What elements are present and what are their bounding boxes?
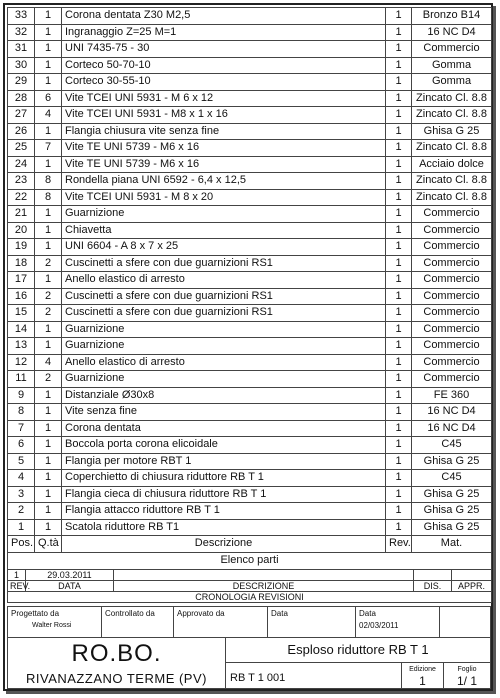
label-data: DATA xyxy=(26,581,114,592)
part-material: 16 NC D4 xyxy=(412,420,492,437)
label-appr: APPR. xyxy=(452,581,492,592)
parts-list-body xyxy=(8,8,492,536)
parts-row xyxy=(8,24,492,41)
parts-row xyxy=(8,453,492,470)
signatures-row xyxy=(8,607,490,638)
parts-row xyxy=(8,173,492,190)
sheet-cell xyxy=(444,663,490,689)
parts-row xyxy=(8,222,492,239)
part-qty: 1 xyxy=(35,8,62,25)
part-rev: 1 xyxy=(386,288,412,305)
part-pos: 28 xyxy=(8,90,35,107)
header-description: Descrizione xyxy=(62,536,386,553)
parts-row xyxy=(8,288,492,305)
part-qty: 4 xyxy=(35,354,62,371)
part-material: Commercio xyxy=(412,354,492,371)
part-material: Commercio xyxy=(412,371,492,388)
drawing-title: Esploso riduttore RB T 1 xyxy=(226,637,490,663)
part-rev: 1 xyxy=(386,371,412,388)
part-description: Flangia per motore RBT 1 xyxy=(62,453,386,470)
parts-row xyxy=(8,338,492,355)
parts-row xyxy=(8,470,492,487)
company-name: RO.BO. xyxy=(71,640,162,667)
part-description: Distanziale Ø30x8 xyxy=(62,387,386,404)
part-qty: 1 xyxy=(35,486,62,503)
edition-label: Edizione xyxy=(409,666,436,673)
edition-value: 1 xyxy=(419,674,426,688)
revision-number: 1 xyxy=(8,570,26,581)
part-rev: 1 xyxy=(386,206,412,223)
label-descrizione: DESCRIZIONE xyxy=(114,581,414,592)
parts-row xyxy=(8,321,492,338)
part-material: Zincato Cl. 8.8 xyxy=(412,173,492,190)
part-rev: 1 xyxy=(386,140,412,157)
part-description: Vite TCEI UNI 5931 - M 6 x 12 xyxy=(62,90,386,107)
part-qty: 1 xyxy=(35,206,62,223)
part-pos: 14 xyxy=(8,321,35,338)
part-description: Guarnizione xyxy=(62,321,386,338)
part-qty: 1 xyxy=(35,321,62,338)
part-qty: 1 xyxy=(35,156,62,173)
part-pos: 22 xyxy=(8,189,35,206)
part-material: Bronzo B14 xyxy=(412,8,492,25)
part-description: UNI 7435-75 - 30 xyxy=(62,41,386,58)
part-pos: 33 xyxy=(8,8,35,25)
parts-row xyxy=(8,123,492,140)
part-qty: 1 xyxy=(35,239,62,256)
part-qty: 1 xyxy=(35,338,62,355)
part-material: Commercio xyxy=(412,288,492,305)
parts-header-row xyxy=(8,536,492,553)
revision-row xyxy=(8,570,492,581)
part-description: Ingranaggio Z=25 M=1 xyxy=(62,24,386,41)
part-pos: 8 xyxy=(8,404,35,421)
parts-row xyxy=(8,8,492,25)
drawing-code: RB T 1 001 xyxy=(226,663,402,689)
parts-row xyxy=(8,57,492,74)
parts-row xyxy=(8,404,492,421)
date-cell-2 xyxy=(356,607,440,637)
part-description: Cuscinetti a sfere con due guarnizioni RS1 xyxy=(62,255,386,272)
part-material: Zincato Cl. 8.8 xyxy=(412,90,492,107)
part-qty: 7 xyxy=(35,140,62,157)
part-rev: 1 xyxy=(386,156,412,173)
part-material: Ghisa G 25 xyxy=(412,123,492,140)
part-rev: 1 xyxy=(386,470,412,487)
part-material: Commercio xyxy=(412,206,492,223)
part-qty: 1 xyxy=(35,387,62,404)
revision-caption: CRONOLOGIA REVISIONI xyxy=(8,592,492,603)
part-material: Commercio xyxy=(412,239,492,256)
part-material: Commercio xyxy=(412,305,492,322)
part-description: Flangia chiusura vite senza fine xyxy=(62,123,386,140)
part-pos: 3 xyxy=(8,486,35,503)
part-rev: 1 xyxy=(386,404,412,421)
revision-history xyxy=(7,569,491,603)
part-qty: 6 xyxy=(35,90,62,107)
revision-date: 29.03.2011 xyxy=(26,570,114,581)
part-pos: 20 xyxy=(8,222,35,239)
part-qty: 2 xyxy=(35,255,62,272)
part-qty: 1 xyxy=(35,420,62,437)
part-description: Boccola porta corona elicoidale xyxy=(62,437,386,454)
part-description: Corona dentata xyxy=(62,420,386,437)
part-rev: 1 xyxy=(386,437,412,454)
part-description: Vite TCEI UNI 5931 - M8 x 1 x 16 xyxy=(62,107,386,124)
part-qty: 4 xyxy=(35,107,62,124)
parts-row xyxy=(8,255,492,272)
part-material: Ghisa G 25 xyxy=(412,486,492,503)
company-block xyxy=(8,637,226,689)
part-qty: 1 xyxy=(35,41,62,58)
part-qty: 1 xyxy=(35,74,62,91)
revision-label-row xyxy=(8,581,492,592)
part-description: Guarnizione xyxy=(62,371,386,388)
part-pos: 30 xyxy=(8,57,35,74)
drawn-by-cell xyxy=(8,607,102,637)
part-rev: 1 xyxy=(386,503,412,520)
part-rev: 1 xyxy=(386,321,412,338)
part-pos: 23 xyxy=(8,173,35,190)
parts-row xyxy=(8,74,492,91)
part-description: Flangia cieca di chiusura riduttore RB T 1 xyxy=(62,486,386,503)
header-material: Mat. xyxy=(412,536,492,553)
part-pos: 1 xyxy=(8,519,35,536)
part-material: Gomma xyxy=(412,74,492,91)
part-description: Chiavetta xyxy=(62,222,386,239)
part-rev: 1 xyxy=(386,453,412,470)
checked-by-label: Controllato da xyxy=(105,609,155,618)
parts-row xyxy=(8,189,492,206)
part-pos: 31 xyxy=(8,41,35,58)
part-description: Cuscinetti a sfere con due guarnizioni RS1 xyxy=(62,305,386,322)
part-material: Commercio xyxy=(412,272,492,289)
revision-description xyxy=(114,570,414,581)
part-material: Ghisa G 25 xyxy=(412,519,492,536)
part-pos: 21 xyxy=(8,206,35,223)
part-material: Commercio xyxy=(412,321,492,338)
part-pos: 9 xyxy=(8,387,35,404)
part-description: Corteco 50-70-10 xyxy=(62,57,386,74)
parts-row xyxy=(8,140,492,157)
part-rev: 1 xyxy=(386,305,412,322)
part-rev: 1 xyxy=(386,107,412,124)
sheet-value: 1/ 1 xyxy=(456,674,477,688)
part-pos: 2 xyxy=(8,503,35,520)
parts-row xyxy=(8,371,492,388)
part-qty: 1 xyxy=(35,222,62,239)
part-pos: 32 xyxy=(8,24,35,41)
part-rev: 1 xyxy=(386,420,412,437)
sheet-label: Foglio xyxy=(457,666,477,673)
parts-row xyxy=(8,239,492,256)
part-description: Flangia attacco riduttore RB T 1 xyxy=(62,503,386,520)
empty-cell xyxy=(440,607,490,637)
part-material: Commercio xyxy=(412,222,492,239)
part-pos: 19 xyxy=(8,239,35,256)
part-qty: 2 xyxy=(35,305,62,322)
part-rev: 1 xyxy=(386,41,412,58)
part-description: Vite TE UNI 5739 - M6 x 16 xyxy=(62,156,386,173)
part-description: Anello elastico di arresto xyxy=(62,272,386,289)
part-qty: 1 xyxy=(35,123,62,140)
part-material: Commercio xyxy=(412,255,492,272)
title-block xyxy=(7,606,491,689)
part-pos: 16 xyxy=(8,288,35,305)
parts-row xyxy=(8,486,492,503)
part-rev: 1 xyxy=(386,123,412,140)
approved-by-label: Approvato da xyxy=(177,609,225,618)
part-qty: 1 xyxy=(35,404,62,421)
parts-row xyxy=(8,41,492,58)
part-rev: 1 xyxy=(386,57,412,74)
parts-row xyxy=(8,354,492,371)
date-label-1: Data xyxy=(271,609,288,618)
parts-row xyxy=(8,206,492,223)
part-qty: 8 xyxy=(35,189,62,206)
company-city: RIVANAZZANO TERME (PV) xyxy=(26,671,207,686)
part-material: Commercio xyxy=(412,338,492,355)
part-material: Commercio xyxy=(412,41,492,58)
part-material: C45 xyxy=(412,470,492,487)
part-rev: 1 xyxy=(386,24,412,41)
part-material: FE 360 xyxy=(412,387,492,404)
parts-row xyxy=(8,90,492,107)
part-rev: 1 xyxy=(386,189,412,206)
header-rev: Rev. xyxy=(386,536,412,553)
part-rev: 1 xyxy=(386,486,412,503)
part-material: Zincato Cl. 8.8 xyxy=(412,140,492,157)
part-description: Vite senza fine xyxy=(62,404,386,421)
part-qty: 1 xyxy=(35,24,62,41)
checked-by-cell xyxy=(102,607,174,637)
parts-row xyxy=(8,272,492,289)
revision-caption-row xyxy=(8,592,492,603)
part-description: Rondella piana UNI 6592 - 6,4 x 12,5 xyxy=(62,173,386,190)
part-pos: 12 xyxy=(8,354,35,371)
part-description: Anello elastico di arresto xyxy=(62,354,386,371)
parts-row xyxy=(8,107,492,124)
revision-approved xyxy=(452,570,492,581)
parts-row xyxy=(8,503,492,520)
parts-list-title: Elenco parti xyxy=(8,552,492,569)
date-label-2: Data xyxy=(359,609,376,618)
part-pos: 11 xyxy=(8,371,35,388)
part-qty: 2 xyxy=(35,371,62,388)
part-rev: 1 xyxy=(386,354,412,371)
part-qty: 1 xyxy=(35,519,62,536)
drawn-by-value: Walter Rossi xyxy=(32,622,72,629)
revision-drawn xyxy=(414,570,452,581)
edition-cell xyxy=(402,663,444,689)
part-pos: 6 xyxy=(8,437,35,454)
part-pos: 7 xyxy=(8,420,35,437)
part-material: Ghisa G 25 xyxy=(412,503,492,520)
part-material: C45 xyxy=(412,437,492,454)
part-qty: 8 xyxy=(35,173,62,190)
part-material: Zincato Cl. 8.8 xyxy=(412,189,492,206)
date-cell-1 xyxy=(268,607,356,637)
part-rev: 1 xyxy=(386,387,412,404)
header-pos: Pos. xyxy=(8,536,35,553)
part-rev: 1 xyxy=(386,222,412,239)
part-description: Corteco 30-55-10 xyxy=(62,74,386,91)
part-description: Coperchietto di chiusura riduttore RB T 1 xyxy=(62,470,386,487)
part-material: Acciaio dolce xyxy=(412,156,492,173)
part-material: Gomma xyxy=(412,57,492,74)
part-rev: 1 xyxy=(386,239,412,256)
header-qty: Q.tà xyxy=(35,536,62,553)
part-pos: 4 xyxy=(8,470,35,487)
approved-by-cell xyxy=(174,607,268,637)
part-material: Ghisa G 25 xyxy=(412,453,492,470)
part-pos: 24 xyxy=(8,156,35,173)
part-description: Vite TE UNI 5739 - M6 x 16 xyxy=(62,140,386,157)
parts-row xyxy=(8,519,492,536)
part-rev: 1 xyxy=(386,255,412,272)
part-material: 16 NC D4 xyxy=(412,404,492,421)
part-description: Scatola riduttore RB T1 xyxy=(62,519,386,536)
part-rev: 1 xyxy=(386,74,412,91)
part-pos: 15 xyxy=(8,305,35,322)
part-description: Guarnizione xyxy=(62,206,386,223)
part-qty: 2 xyxy=(35,288,62,305)
part-pos: 29 xyxy=(8,74,35,91)
part-pos: 27 xyxy=(8,107,35,124)
part-rev: 1 xyxy=(386,272,412,289)
part-pos: 18 xyxy=(8,255,35,272)
part-description: Vite TCEI UNI 5931 - M 8 x 20 xyxy=(62,189,386,206)
part-description: Corona dentata Z30 M2,5 xyxy=(62,8,386,25)
parts-title-row xyxy=(8,552,492,569)
part-rev: 1 xyxy=(386,519,412,536)
part-description: Guarnizione xyxy=(62,338,386,355)
part-description: Cuscinetti a sfere con due guarnizioni RS1 xyxy=(62,288,386,305)
part-rev: 1 xyxy=(386,8,412,25)
label-rev: REV. xyxy=(8,581,26,592)
part-qty: 1 xyxy=(35,453,62,470)
part-pos: 5 xyxy=(8,453,35,470)
drawing-sheet xyxy=(3,3,493,691)
part-qty: 1 xyxy=(35,437,62,454)
label-dis: DIS. xyxy=(414,581,452,592)
parts-row xyxy=(8,420,492,437)
part-pos: 26 xyxy=(8,123,35,140)
parts-row xyxy=(8,387,492,404)
part-rev: 1 xyxy=(386,173,412,190)
part-qty: 1 xyxy=(35,272,62,289)
drawn-by-label: Progettato da xyxy=(11,609,60,618)
parts-row xyxy=(8,156,492,173)
part-qty: 1 xyxy=(35,57,62,74)
part-pos: 17 xyxy=(8,272,35,289)
part-material: 16 NC D4 xyxy=(412,24,492,41)
parts-row xyxy=(8,305,492,322)
part-description: UNI 6604 - A 8 x 7 x 25 xyxy=(62,239,386,256)
parts-list-table xyxy=(7,7,492,570)
part-pos: 13 xyxy=(8,338,35,355)
part-rev: 1 xyxy=(386,90,412,107)
part-qty: 1 xyxy=(35,470,62,487)
part-qty: 1 xyxy=(35,503,62,520)
part-pos: 25 xyxy=(8,140,35,157)
part-rev: 1 xyxy=(386,338,412,355)
parts-row xyxy=(8,437,492,454)
date-value: 02/03/2011 xyxy=(359,621,399,630)
part-material: Zincato Cl. 8.8 xyxy=(412,107,492,124)
